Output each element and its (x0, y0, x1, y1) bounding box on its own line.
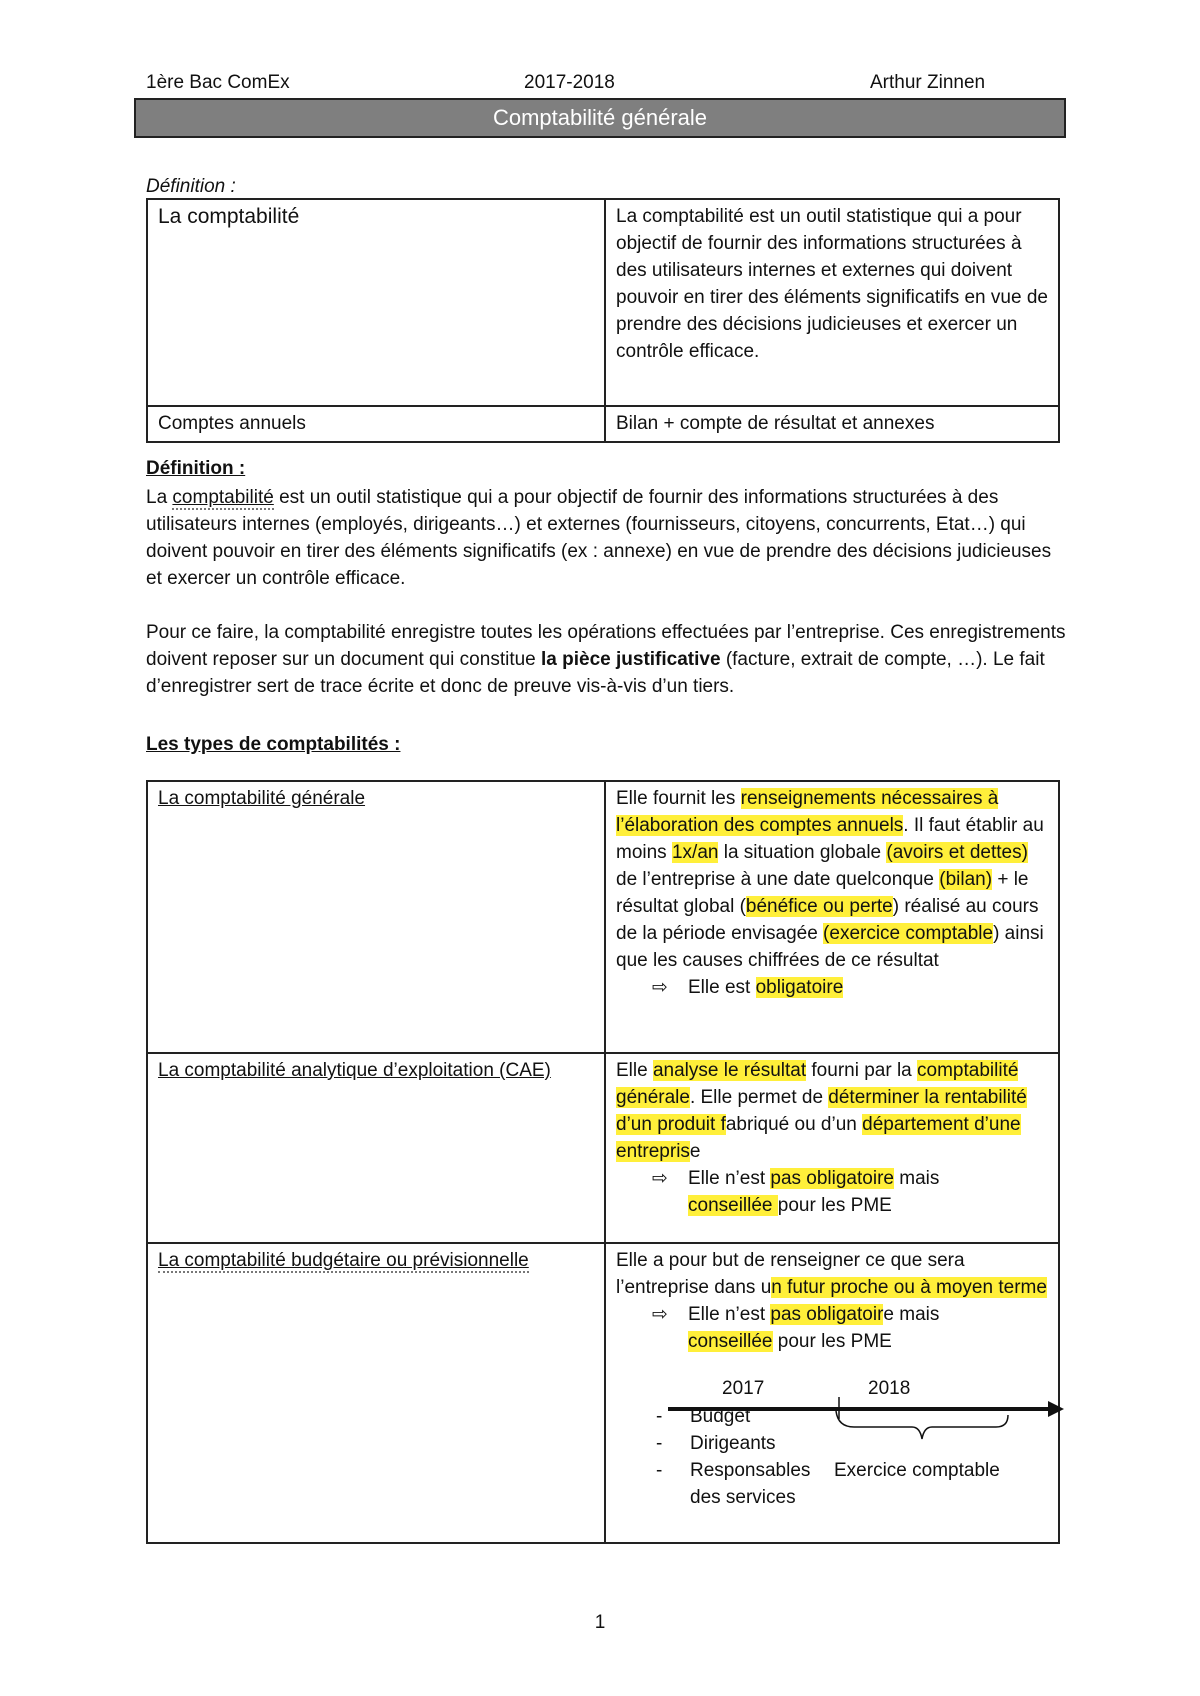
type-name-cell: La comptabilité budgétaire ou prévisionnelle (147, 1243, 605, 1543)
definition-cell: Bilan + compte de résultat et annexes (605, 406, 1059, 442)
arrow-right-icon: ⇨ (652, 1168, 668, 1189)
timeline-brace-label: Exercice comptable (834, 1460, 1000, 1481)
piece-justificative-term: la pièce justificative (541, 649, 721, 670)
bullet-non-obligatoire: ⇨ Elle n’est pas obligatoire mais (616, 1301, 1048, 1328)
definition-label-1: Définition : (146, 176, 236, 197)
table-row (147, 406, 1059, 442)
header-course: 1ère Bac ComEx (146, 72, 290, 93)
table-row (147, 1243, 1059, 1543)
table-row (147, 199, 1059, 406)
timeline-year-2018: 2018 (868, 1378, 911, 1399)
list-item: - Responsables des services (656, 1460, 811, 1508)
arrow-right-icon: ⇨ (652, 977, 668, 998)
bullet-non-obligatoire: ⇨ Elle n’est pas obligatoire mais (616, 1165, 1048, 1192)
type-description-cell: Elle fournit les renseignements nécessaires à l’élaboration des comptes annuels. Il faut établir au moins 1x/an la situation globale (avoirs et dettes) de l’entreprise à une date quelconque (bilan) + le résultat global (bénéfice ou perte) réalisé au cours de la période envisagée (exercice comptable) ainsi que les causes chiffrées de ce résultat ⇨ Elle est obligatoire (605, 781, 1059, 1053)
piece-justificative-paragraph: Pour ce faire, la comptabilité enregistre toutes les opérations effectuées par l’entreprise. Ces enregistrements doivent reposer sur un document qui constitue la pièce justificative (facture, extrait de compte, …). Le fait d’enregistrer sert de trace écrite et donc de preuve vis-à-vis d’un tiers. (146, 622, 1066, 697)
timeline-year-2017: 2017 (722, 1378, 765, 1399)
definition-table (146, 198, 1060, 443)
term-cell: La comptabilité (147, 199, 605, 406)
type-description-cell: Elle analyse le résultat fourni par la comptabilité générale. Elle permet de déterminer la rentabilité d’un produit fabriqué ou d’un département d’une entreprise ⇨ Elle n’est pas obligatoire mais conseillée pour les PME (605, 1053, 1059, 1243)
list-item: - Dirigeants (656, 1433, 776, 1454)
bullet-obligatoire: ⇨ Elle est obligatoire (616, 974, 1048, 1001)
type-name-cell: La comptabilité analytique d’exploitation (CAE) (147, 1053, 605, 1243)
definition-cell: La comptabilité est un outil statistique qui a pour objectif de fournir des informations structurées à des utilisateurs internes et externes qui doivent pouvoir en tirer des éléments significatifs en vue de prendre des décisions judicieuses et exercer un contrôle efficace. (605, 199, 1059, 406)
types-label: Les types de comptabilités : (146, 734, 401, 755)
definition-paragraph: La comptabilité est un outil statistique qui a pour objectif de fournir des informations structurées à des utilisateurs internes (employés, dirigeants…) et externes (fournisseurs, citoyens, concurrents, Etat…) qui doivent pouvoir en tirer des éléments significatifs (ex : annexe) en vue de prendre des décisions judicieuses et exercer un contrôle efficace. (146, 487, 1052, 589)
header-author: Arthur Zinnen (870, 72, 986, 93)
term-cell: Comptes annuels (147, 406, 605, 442)
arrow-right-icon: ⇨ (652, 1304, 668, 1325)
timeline-list (656, 1403, 820, 1511)
definition-label-2: Définition : (146, 458, 246, 479)
type-name-cell: La comptabilité générale (147, 781, 605, 1053)
table-row (147, 781, 1059, 1053)
page-number: 1 (594, 1612, 606, 1633)
header-year: 2017-2018 (524, 72, 615, 93)
table-row (147, 1053, 1059, 1243)
timeline (616, 1367, 1048, 1517)
types-table (146, 780, 1060, 1544)
list-item: - Budget (656, 1406, 751, 1427)
type-description-cell: Elle a pour but de renseigner ce que sera l’entreprise dans un futur proche ou à moyen terme ⇨ Elle n’est pas obligatoire mais conseillée pour les PME 2017 2018 - Budget - Dirigeants - Responsables des services Exercice comptable (605, 1243, 1059, 1543)
page-title: Comptabilité générale (134, 98, 1066, 138)
term-comptabilite: comptabilité (172, 487, 274, 508)
